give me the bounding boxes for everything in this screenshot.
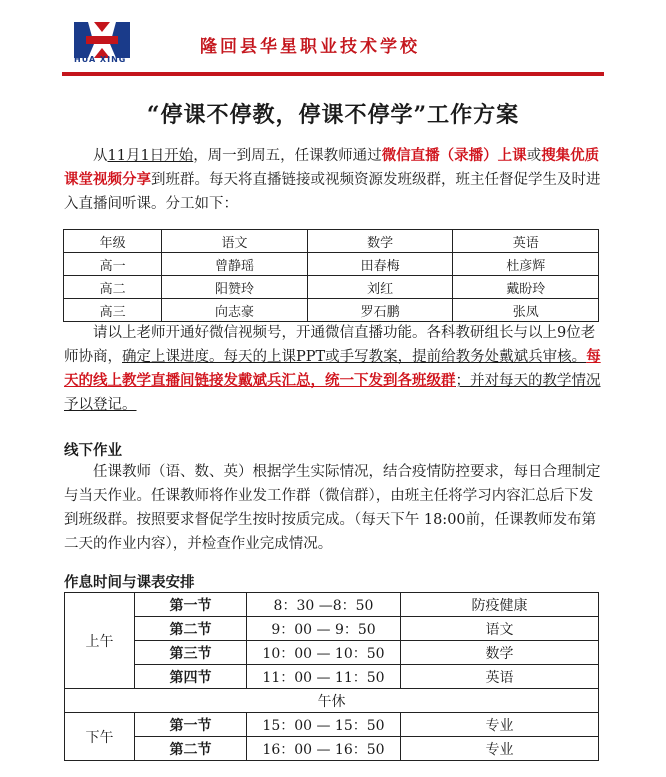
noon-break: 午休 [65, 689, 599, 713]
table-cell: 刘红 [307, 276, 453, 299]
period-cell: 第四节 [135, 665, 247, 689]
table-cell: 向志豪 [162, 299, 308, 322]
table-cell: 杜彦辉 [453, 253, 599, 276]
coordination-paragraph [64, 321, 604, 417]
subject-cell: 数学 [401, 641, 599, 665]
table-row [64, 276, 599, 299]
afternoon-label: 下午 [65, 713, 135, 761]
schedule-table [64, 592, 599, 761]
table-header: 语文 [162, 230, 308, 253]
subject-cell: 英语 [401, 665, 599, 689]
time-cell: 8：30 —8：50 [247, 593, 401, 617]
table-cell: 高一 [64, 253, 162, 276]
table-cell: 戴盼玲 [453, 276, 599, 299]
table-cell: 阳赞玲 [162, 276, 308, 299]
para2-text: ；并对每天的教学情况予以登记。 [64, 373, 601, 413]
period-cell: 第二节 [135, 617, 247, 641]
subject-cell: 专业 [401, 713, 599, 737]
table-row [64, 299, 599, 322]
header-divider [62, 72, 604, 76]
lesson-plan-review: 确定上课进度。每天的上课PPT或手写教案，提前给教务处戴斌兵审核。 [122, 349, 587, 365]
video-share-highlight: 搜集优质课堂视频分享 [64, 147, 600, 188]
para1-text: 从 [93, 148, 108, 164]
live-link-highlight: 每天的线上教学直播间链接发戴斌兵汇总，统一下发到各班级群 [64, 348, 601, 389]
table-cell: 高二 [64, 276, 162, 299]
noon-row [65, 689, 599, 713]
time-cell: 10：00 — 10：50 [247, 641, 401, 665]
time-cell: 9：00 — 9：50 [247, 617, 401, 641]
table-cell: 曾静瑶 [162, 253, 308, 276]
table-row [65, 593, 599, 617]
table-row [65, 617, 599, 641]
morning-label: 上午 [65, 593, 135, 689]
intro-paragraph [64, 144, 604, 216]
offline-homework-paragraph: 任课教师（语、数、英）根据学生实际情况，结合疫情防控要求，每日合理制定与当天作业。任课教师将作业发工作群（微信群），由班主任将学习内容汇总后下发到班级群。按照要求督促学生按时按质完成。（每天下午 18:00前，任课教师发布第二天的作业内容），并检查作业完成情况。 [64, 464, 601, 552]
period-cell: 第三节 [135, 641, 247, 665]
table-header-row [64, 230, 599, 253]
time-cell: 15：00 — 15：50 [247, 713, 401, 737]
period-cell: 第一节 [135, 713, 247, 737]
live-class-highlight: 微信直播（录播）上课 [381, 147, 527, 164]
table-header: 数学 [307, 230, 453, 253]
para1-text: ，周一到周五，任课教师通过 [193, 148, 382, 164]
table-row [65, 665, 599, 689]
logo-text: HUA XING [74, 55, 127, 64]
subject-cell: 语文 [401, 617, 599, 641]
table-row [64, 253, 599, 276]
table-row [65, 641, 599, 665]
para2-text: 请以上老师开通好微信视频号，开通微信直播功能。各科教研组长与以上9位老师协商， [64, 325, 596, 365]
table-cell: 田春梅 [307, 253, 453, 276]
table-cell: 高三 [64, 299, 162, 322]
table-header: 年级 [64, 230, 162, 253]
table-row [65, 737, 599, 761]
document-title: “停课不停教，停课不停学”工作方案 [146, 102, 520, 128]
period-cell: 第二节 [135, 737, 247, 761]
schedule-heading: 作息时间与课表安排 [64, 574, 195, 591]
table-cell: 张凤 [453, 299, 599, 322]
start-date: 11月1日开始 [107, 148, 194, 164]
time-cell: 11：00 — 11：50 [247, 665, 401, 689]
time-cell: 16：00 — 16：50 [247, 737, 401, 761]
subject-cell: 防疫健康 [401, 593, 599, 617]
para1-text: 或 [526, 148, 542, 164]
school-name: 隆回县华星职业技术学校 [200, 37, 420, 57]
teacher-assignment-table [63, 229, 599, 322]
table-row [65, 713, 599, 737]
table-header: 英语 [453, 230, 599, 253]
offline-homework-heading: 线下作业 [64, 442, 122, 459]
subject-cell: 专业 [401, 737, 599, 761]
period-cell: 第一节 [135, 593, 247, 617]
para1-text: 到班群。每天将直播链接或视频资源发班级群，班主任督促学生及时进入直播间听课。分工如下： [64, 172, 601, 212]
table-cell: 罗石鹏 [307, 299, 453, 322]
